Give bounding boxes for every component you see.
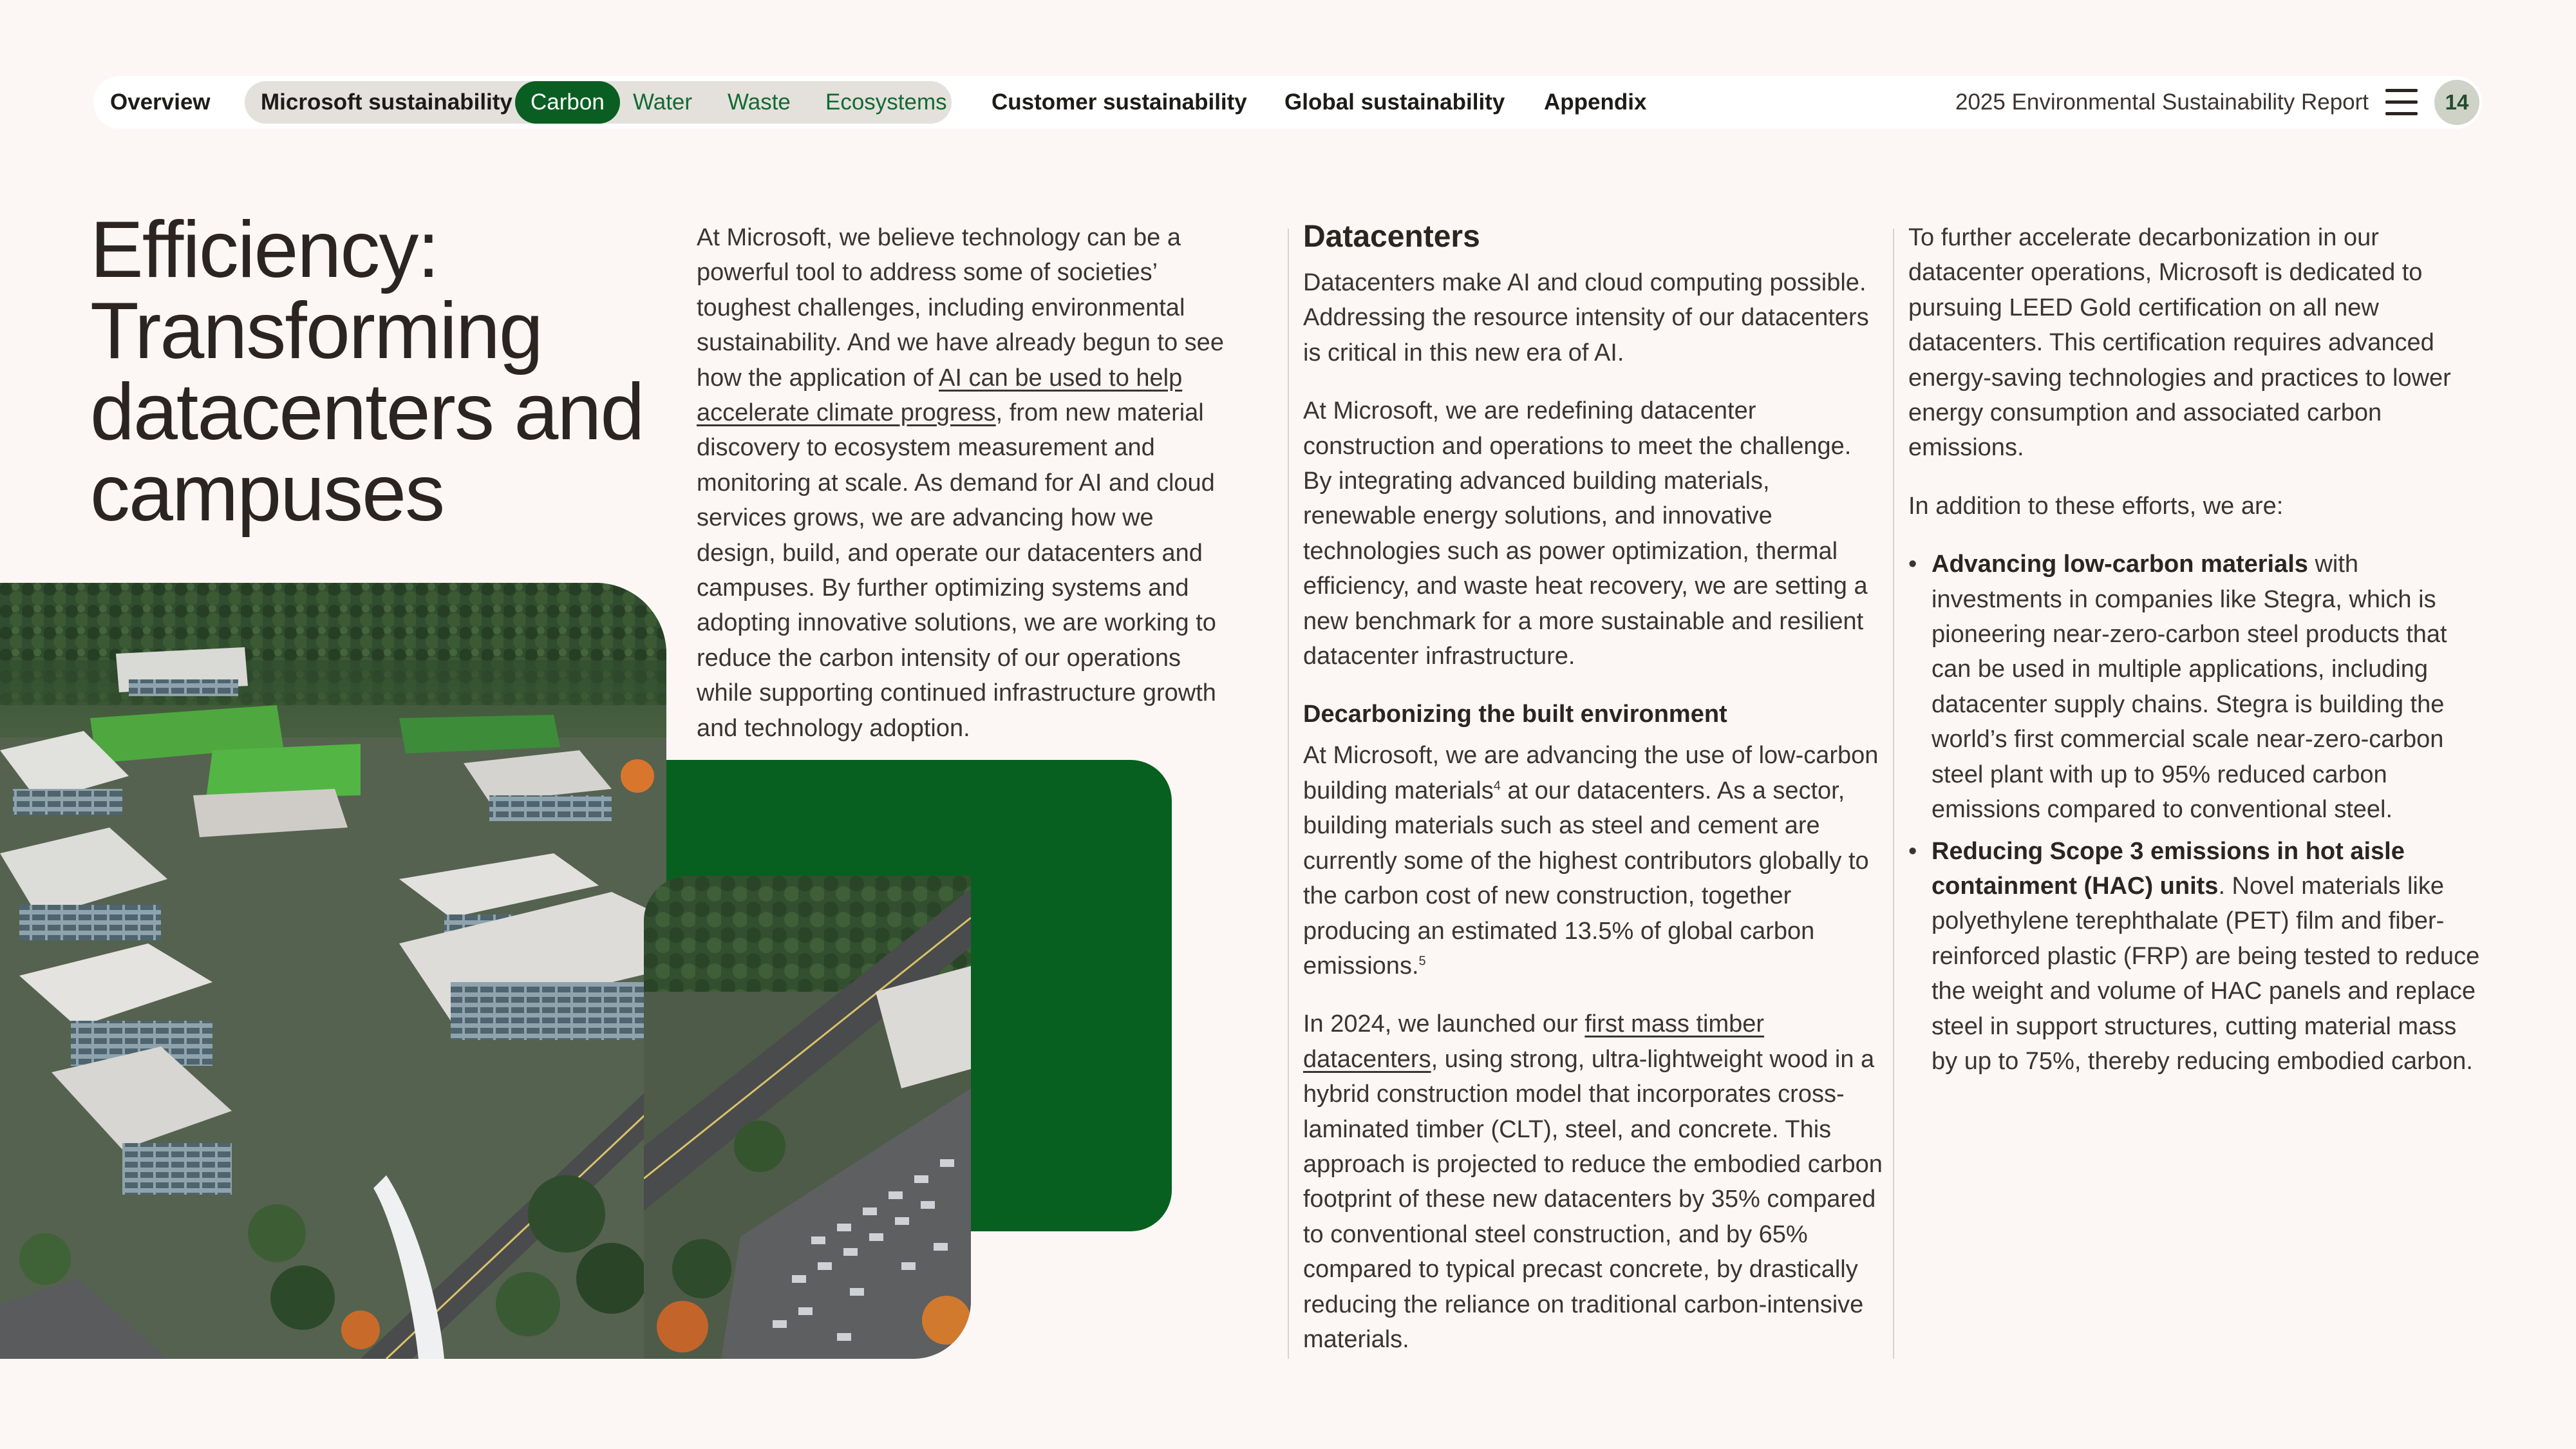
nav-sub-water[interactable]: Water bbox=[633, 90, 693, 115]
parking-lot-photo bbox=[644, 876, 971, 1359]
nav-sub-carbon[interactable]: Carbon bbox=[515, 81, 620, 124]
intro-paragraph bbox=[697, 220, 1237, 746]
further-efforts-column bbox=[1908, 220, 2481, 1085]
column-divider bbox=[1288, 229, 1289, 1359]
datacenters-paragraph-4 bbox=[1303, 1007, 1883, 1357]
nav-sub-ecosystems[interactable]: Ecosystems bbox=[825, 90, 947, 115]
nav-microsoft-sustainability[interactable]: Microsoft sustainability bbox=[261, 90, 512, 115]
mass-timber-datacenters-link[interactable]: first mass timber datacenters bbox=[1303, 1010, 1765, 1073]
footnote-ref-5[interactable]: 5 bbox=[1418, 954, 1426, 969]
p4-text-after-link: , using strong, ultra-lightweight wood in a hybrid construction model that incorporates cross-laminated timber (CLT), steel, and concrete. This approach is projected to reduce the embodied carbon footprint of these new datacenters by 35% compared to conventional steel construction, and by 65% compared to typical precast concrete, by drastically reducing the reliance on traditional carbon-intensive materials. bbox=[1303, 1045, 1883, 1353]
list-item bbox=[1908, 834, 2481, 1079]
datacenters-paragraph-2: At Microsoft, we are redefining datacenter construction and operations to meet the challenge. By integrating advanced building materials, renewable energy solutions, and innovative technologies such as power optimization, thermal efficiency, and waste heat recovery, we are setting a new benchmark for a more sustainable and resilient datacenter infrastructure. bbox=[1303, 397, 1868, 670]
datacenters-column bbox=[1303, 218, 1883, 1380]
p3-text-a: At Microsoft, we are advancing the use of low-carbon building materials bbox=[1303, 742, 1879, 804]
column-divider bbox=[1893, 229, 1894, 1359]
datacenters-heading: Datacenters bbox=[1303, 220, 1480, 254]
intro-text-after-link: , from new material discovery to ecosystem measurement and monitoring at scale. As demand for AI and cloud services grows, we are advancing how we design, build, and operate our datacenters and campuses. By further optimizing systems and adopting innovative solutions, we are working to reduce the carbon intensity of our operations while supporting continued infrastructure growth and technology adoption. bbox=[697, 399, 1216, 742]
nav-sub-waste[interactable]: Waste bbox=[728, 90, 791, 115]
nav-global-sustainability[interactable]: Global sustainability bbox=[1284, 90, 1505, 115]
further-paragraph-1: To further accelerate decarbonization in our datacenter operations, Microsoft is dedicated to pursuing LEED Gold certification on all new datacenters. This certification requires advanced energy-saving technologies and practices to lower energy consumption and associated carbon emissions. bbox=[1908, 224, 2451, 462]
p4-text-before-link: In 2024, we launched our bbox=[1303, 1010, 1585, 1038]
report-title: 2025 Environmental Sustainability Report bbox=[1955, 90, 2369, 115]
nav-overview[interactable]: Overview bbox=[110, 90, 211, 115]
nav-appendix[interactable]: Appendix bbox=[1544, 90, 1647, 115]
p3-text-b: at our datacenters. As a sector, building materials such as steel and cement are currently some of the highest contributors globally to the carbon cost of new construction, together producing an estimated 13.5% of global carbon emissions. bbox=[1303, 777, 1869, 980]
list-item-text: with investments in companies like Stegra, which is pioneering near-zero-carbon steel products that can be used in multiple applications, including datacenter supply chains. Stegra is building the world’s first commercial scale near-zero-carbon steel plant with up to 95% reduced carbon emissions compared to conventional steel. bbox=[1932, 551, 2447, 824]
intro-text-before-link: At Microsoft, we believe technology can be a powerful tool to address some of societies’ toughest challenges, including environmental sustainability. And we have already begun to see how the application of bbox=[697, 224, 1224, 392]
list-item bbox=[1908, 547, 2481, 827]
top-navigation-bar bbox=[93, 76, 2482, 129]
further-paragraph-2: In addition to these efforts, we are: bbox=[1908, 492, 2284, 520]
page-number-badge: 14 bbox=[2434, 80, 2479, 125]
campus-aerial-photo bbox=[0, 583, 666, 1359]
page-headline: Efficiency: Transforming datacenters and campuses bbox=[90, 205, 644, 538]
datacenters-paragraph-1: Datacenters make AI and cloud computing possible. Addressing the resource intensity of our datacenters is critical in this new era of AI. bbox=[1303, 269, 1869, 366]
list-item-text: . Novel materials like polyethylene terephthalate (PET) film and fiber-reinforced plastic (FRP) are being tested to reduce the weight and volume of HAC panels and replace steel in support structures, cutting material mass by up to 75%, thereby reducing embodied carbon. bbox=[1932, 872, 2480, 1075]
intro-column bbox=[697, 220, 1237, 769]
list-item-bold-lead: Reducing Scope 3 emissions in hot aisle containment (HAC) units bbox=[1932, 837, 2405, 900]
list-item-bold-lead: Advancing low-carbon materials bbox=[1932, 551, 2308, 578]
footnote-ref-4[interactable]: 4 bbox=[1493, 779, 1501, 793]
decarbonizing-subheading: Decarbonizing the built environment bbox=[1303, 701, 1727, 728]
nav-customer-sustainability[interactable]: Customer sustainability bbox=[992, 90, 1247, 115]
ai-climate-progress-link[interactable]: AI can be used to help accelerate climate progress bbox=[697, 364, 1183, 427]
hamburger-menu-icon[interactable] bbox=[2385, 89, 2418, 116]
efforts-list bbox=[1908, 547, 2481, 1079]
datacenters-paragraph-3 bbox=[1303, 738, 1883, 983]
